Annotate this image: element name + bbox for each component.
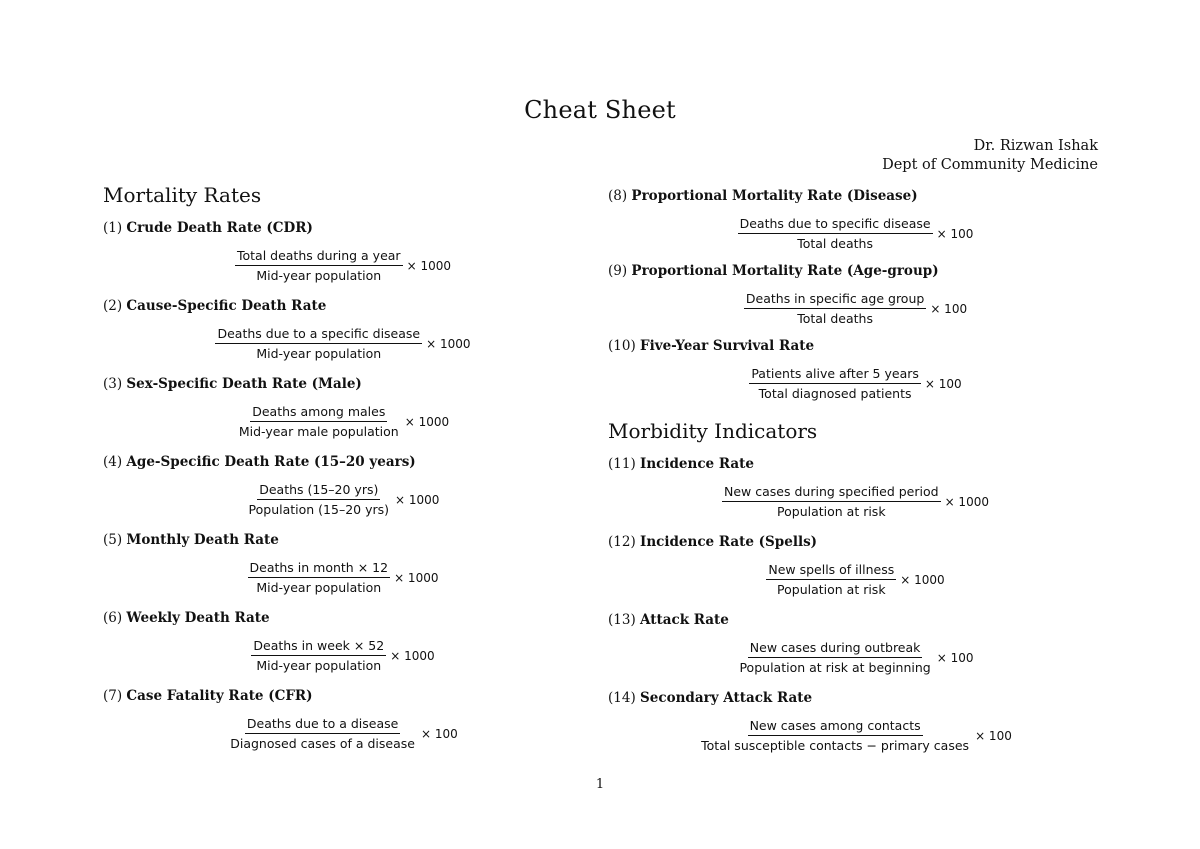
formula xyxy=(103,638,583,673)
author-dept: Dept of Community Medicine xyxy=(882,157,1098,173)
numerator: Deaths among males xyxy=(250,404,387,422)
numerator: Deaths (15–20 yrs) xyxy=(257,482,380,500)
denominator: Total deaths xyxy=(797,311,873,326)
multiplier: × 100 xyxy=(936,650,974,665)
formula xyxy=(608,718,1103,753)
numerator: Deaths due to specific disease xyxy=(738,216,933,234)
formula xyxy=(103,326,583,361)
formula-item xyxy=(608,261,1103,336)
fraction xyxy=(749,366,921,401)
fraction xyxy=(744,291,926,326)
formula xyxy=(103,248,583,283)
formula-item xyxy=(608,336,1103,401)
formula-label: (3) Sex-Specific Death Rate (Male) xyxy=(103,376,362,392)
formula-label: (10) Five-Year Survival Rate xyxy=(608,338,815,354)
numerator: New spells of illness xyxy=(766,562,896,580)
fraction xyxy=(251,638,386,673)
formula-item xyxy=(103,452,583,530)
multiplier: × 1000 xyxy=(390,648,435,663)
multiplier: × 100 xyxy=(420,726,458,741)
multiplier: × 1000 xyxy=(404,414,450,429)
formula-item xyxy=(103,296,583,374)
multiplier: × 1000 xyxy=(426,336,471,351)
formula-item xyxy=(608,186,1103,261)
formula xyxy=(608,366,1103,401)
denominator: Population (15–20 yrs) xyxy=(248,502,390,517)
numerator: New cases during outbreak xyxy=(748,640,923,658)
formula-item xyxy=(608,454,1103,532)
denominator: Mid-year male population xyxy=(238,424,399,439)
formula-item xyxy=(608,532,1103,610)
formula-item xyxy=(608,688,1103,766)
denominator: Total diagnosed patients xyxy=(758,386,912,401)
page-number: 1 xyxy=(595,777,605,792)
formula xyxy=(608,562,1103,597)
denominator: Mid-year population xyxy=(256,346,382,361)
formula-label: (9) Proportional Mortality Rate (Age-group) xyxy=(608,263,939,279)
formula-label: (8) Proportional Mortality Rate (Disease) xyxy=(608,188,918,204)
formula-item xyxy=(103,608,583,686)
multiplier: × 100 xyxy=(924,376,962,391)
fraction xyxy=(722,484,941,519)
formula xyxy=(608,291,1103,326)
fraction xyxy=(215,326,422,361)
formula-label: (12) Incidence Rate (Spells) xyxy=(608,534,818,550)
denominator: Mid-year population xyxy=(256,658,382,673)
multiplier: × 100 xyxy=(936,226,974,241)
fraction xyxy=(248,560,391,595)
multiplier: × 1000 xyxy=(944,494,989,509)
formula-label: (1) Crude Death Rate (CDR) xyxy=(103,220,313,236)
numerator: Deaths in specific age group xyxy=(744,291,926,309)
author-block xyxy=(882,137,1098,175)
fraction xyxy=(766,562,896,597)
fraction xyxy=(738,216,933,251)
denominator: Diagnosed cases of a disease xyxy=(230,736,415,751)
formula-item xyxy=(103,374,583,452)
multiplier: × 100 xyxy=(930,301,968,316)
formula-item xyxy=(103,686,583,764)
denominator: Mid-year population xyxy=(256,268,382,283)
numerator: New cases among contacts xyxy=(748,718,923,736)
page-title: Cheat Sheet xyxy=(524,96,676,124)
right-column xyxy=(608,186,1103,766)
fraction xyxy=(699,718,971,753)
formula-label: (4) Age-Specific Death Rate (15–20 years) xyxy=(103,454,416,470)
formula-label: (2) Cause-Specific Death Rate xyxy=(103,298,327,314)
multiplier: × 1000 xyxy=(406,258,451,273)
section-heading-mortality: Mortality Rates xyxy=(103,183,262,207)
formula xyxy=(103,482,583,517)
denominator: Mid-year population xyxy=(256,580,382,595)
denominator: Population at risk at beginning xyxy=(739,660,931,675)
multiplier: × 1000 xyxy=(394,570,439,585)
multiplier: × 100 xyxy=(975,728,1012,743)
formula-item xyxy=(103,218,583,296)
fraction xyxy=(247,482,392,517)
author-name: Dr. Rizwan Ishak xyxy=(973,138,1098,154)
fraction xyxy=(228,716,417,751)
formula-label: (5) Monthly Death Rate xyxy=(103,532,279,548)
numerator: Deaths in week × 52 xyxy=(251,638,386,656)
formula-label: (6) Weekly Death Rate xyxy=(103,610,270,626)
formula-label: (14) Secondary Attack Rate xyxy=(608,690,813,706)
numerator: Deaths due to a specific disease xyxy=(215,326,422,344)
numerator: Deaths due to a disease xyxy=(245,716,400,734)
numerator: New cases during specified period xyxy=(722,484,941,502)
formula xyxy=(103,404,583,439)
denominator: Total deaths xyxy=(797,236,873,251)
fraction xyxy=(737,640,932,675)
numerator: Total deaths during a year xyxy=(235,248,403,266)
numerator: Deaths in month × 12 xyxy=(248,560,391,578)
fraction xyxy=(235,248,403,283)
formula-label: (13) Attack Rate xyxy=(608,612,729,628)
formula xyxy=(103,560,583,595)
multiplier: × 1000 xyxy=(395,492,440,507)
formula xyxy=(608,484,1103,519)
section-heading-morbidity: Morbidity Indicators xyxy=(608,419,818,443)
formula-item xyxy=(608,610,1103,688)
formula xyxy=(103,716,583,751)
denominator: Total susceptible contacts − primary cases xyxy=(701,738,970,753)
denominator: Population at risk xyxy=(777,582,886,597)
formula xyxy=(608,216,1103,251)
left-column xyxy=(103,182,583,764)
denominator: Population at risk xyxy=(777,504,886,519)
formula-item xyxy=(103,530,583,608)
formula xyxy=(608,640,1103,675)
multiplier: × 1000 xyxy=(900,572,945,587)
fraction xyxy=(237,404,401,439)
numerator: Patients alive after 5 years xyxy=(749,366,921,384)
formula-label: (11) Incidence Rate xyxy=(608,456,754,472)
formula-label: (7) Case Fatality Rate (CFR) xyxy=(103,688,313,704)
